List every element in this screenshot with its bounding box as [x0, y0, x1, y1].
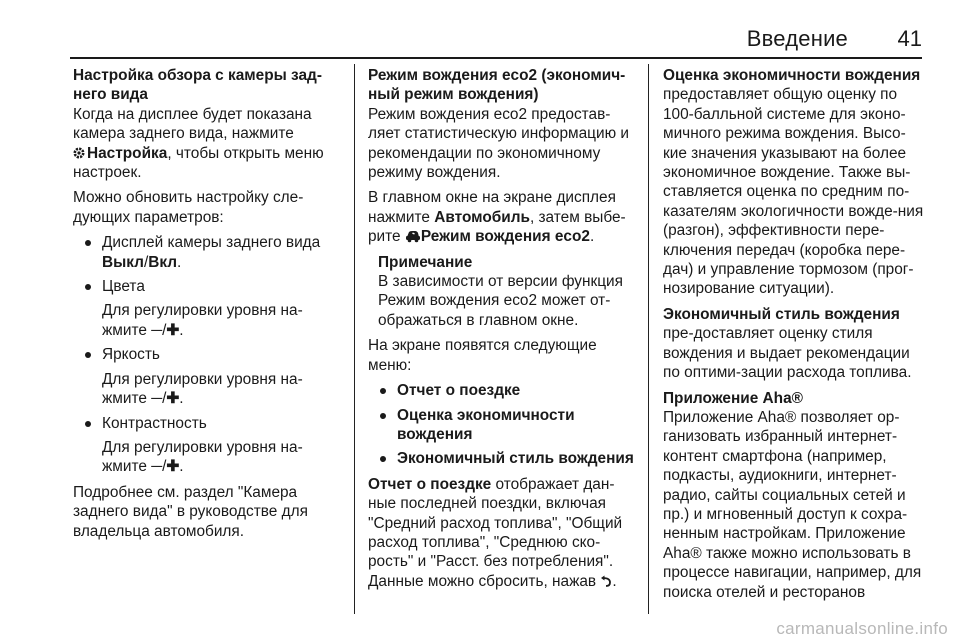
menu-list	[368, 381, 636, 469]
paragraph: Режим вождения eco2 предостав-ляет статистическую информацию и рекомендации по экономичному режиму вождения.	[368, 105, 630, 182]
eco-mode-label: Режим вождения eco2	[420, 228, 590, 246]
section-heading-eco-score: Оценка экономичности вождения	[663, 67, 921, 84]
column-divider-2	[648, 64, 649, 614]
list-item: Контрастность Для регулировки уровня на-жмите ─/✚.	[73, 414, 341, 477]
page-number: 41	[897, 26, 922, 51]
minus-icon: ─	[151, 458, 163, 476]
section-heading-eco2: Режим вождения eco2 (экономич- ный режим вождения)	[368, 67, 626, 104]
note-text: В зависимости от версии функция Режим вождения eco2 может от-ображаться в главном окне.	[378, 273, 623, 329]
list-item: Яркость Для регулировки уровня на-жмите ─/✚.	[73, 345, 341, 408]
back-icon	[600, 575, 612, 588]
paragraph: Экономичный стиль вождения пре-доставляет оценку стиля вождения и выдает рекомендации по оптими-зации расхода топлива.	[663, 305, 912, 382]
list-item: Оценка экономичности вождения	[368, 406, 636, 445]
settings-list	[73, 233, 341, 476]
eco-car-icon	[405, 229, 421, 243]
paragraph: В главном окне на экране дисплея нажмите Автомобиль, затем выбе-рите Режим вождения eco2.	[368, 189, 626, 246]
column-2	[368, 66, 636, 597]
plus-icon: ✚	[166, 458, 180, 476]
settings-label: Настройка	[87, 144, 168, 162]
paragraph: Можно обновить настройку сле-дующих параметров:	[73, 189, 304, 226]
list-item: Цвета Для регулировки уровня на-жмите ─/✚.	[73, 277, 341, 340]
vehicle-label: Автомобиль	[434, 208, 530, 226]
note-title: Примечание	[378, 253, 473, 271]
paragraph: предоставляет общую оценку по 100-балльной системе для эконо-мичного режима вождения. Высо-кие значения указывают на более экономичное вождение. Также вы-ставляется оценка по средним по-казателям экологичности вожде-ния (разгон), эффективности пере-ключения передач (коробка пере-дач) и управление тормозом (прог-нозирование ситуации).	[663, 86, 924, 298]
list-item: Дисплей камеры заднего вида Выкл/Вкл.	[73, 233, 341, 272]
paragraph: На экране появятся следующие меню:	[368, 337, 597, 374]
column-3	[663, 66, 929, 608]
column-divider-1	[354, 64, 355, 614]
section-heading-rear-camera: Настройка обзора с камеры зад- него вида	[73, 67, 322, 104]
page-header	[0, 0, 960, 62]
header-rule	[70, 57, 922, 59]
paragraph: Отчет о поездке отображает дан-ные последней поездки, включая "Средний расход топлива", "Общий расход топлива", "Среднюю ско-рость" и "Расст. без потребления". Данные можно сбросить, нажав .	[368, 475, 623, 590]
watermark: carmanualsonline.info	[776, 619, 948, 638]
plus-icon: ✚	[166, 321, 180, 339]
list-item: Экономичный стиль вождения	[368, 449, 636, 468]
list-item: Отчет о поездке	[368, 381, 636, 400]
minus-icon: ─	[151, 321, 163, 339]
section-heading-aha: Приложение Aha®	[663, 389, 803, 407]
plus-icon: ✚	[166, 390, 180, 408]
paragraph: Приложение Aha® позволяет ор-ганизовать избранный интернет-контент смартфона (например, подкасты, аудиокниги, интернет-радио, сайты социальных сетей и пр.) и мгновенный доступ к сохра-ненным настройкам. Приложение Aha® также можно использовать в процессе навигации, например, для поиска отелей и ресторанов	[663, 408, 922, 601]
paragraph: Когда на дисплее будет показана камера заднего вида, нажмите Настройка, чтобы открыть меню настроек.	[73, 105, 324, 182]
minus-icon: ─	[151, 390, 163, 408]
gear-icon	[73, 147, 85, 159]
note-box	[368, 253, 636, 331]
page-title: Введение	[746, 26, 848, 51]
column-1	[73, 66, 341, 547]
paragraph: Подробнее см. раздел "Камера заднего вида" в руководстве для владельца автомобиля.	[73, 483, 308, 540]
